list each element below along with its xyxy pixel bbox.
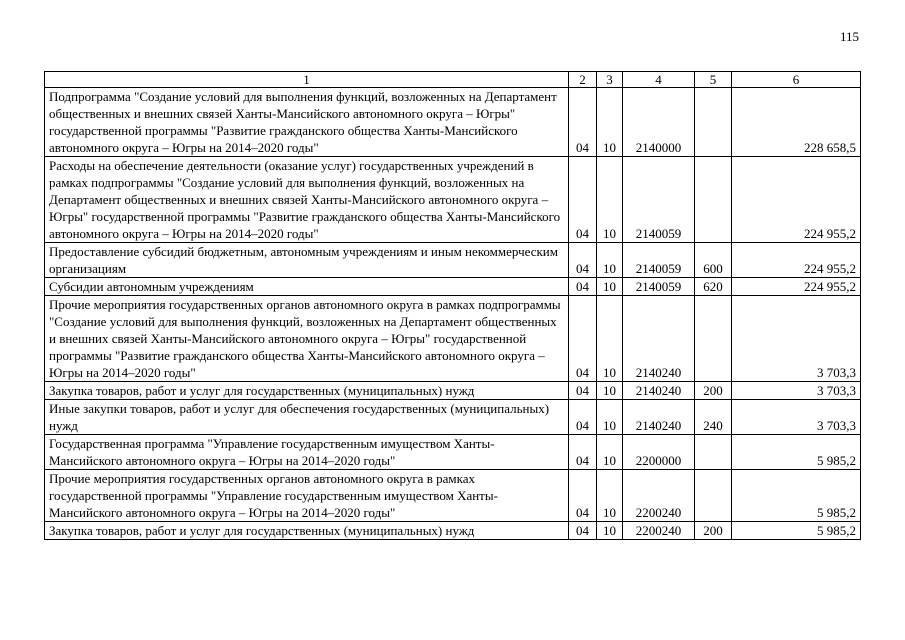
row-target-article: 2200240 (623, 522, 695, 540)
row-amount: 228 658,5 (732, 88, 861, 157)
row-target-article: 2140059 (623, 243, 695, 278)
col-header-subsection: 3 (597, 72, 623, 88)
row-amount: 5 985,2 (732, 470, 861, 522)
row-subsection: 10 (597, 522, 623, 540)
row-amount: 5 985,2 (732, 522, 861, 540)
row-amount: 3 703,3 (732, 400, 861, 435)
row-amount: 5 985,2 (732, 435, 861, 470)
row-name: Прочие мероприятия государственных органов автономного округа в рамках подпрограммы "Создание условий для выполнения функций, возложенных на Департамент общественных и внешних связей Ханты-Мансийского автономного округа – Югры" государственной программы "Развитие гражданского общества Ханты-Мансийского автономного округа – Югры на 2014–2020 годы" (45, 296, 569, 382)
row-amount: 3 703,3 (732, 296, 861, 382)
table-row (45, 470, 861, 522)
row-target-article: 2140059 (623, 278, 695, 296)
row-subsection: 10 (597, 157, 623, 243)
table-row (45, 400, 861, 435)
table-row (45, 88, 861, 157)
row-name: Расходы на обеспечение деятельности (оказание услуг) государственных учреждений в рамках подпрограммы "Создание условий для выполнения функций, возложенных на Департамент общественных и внешних связей Ханты-Мансийского автономного округа – Югры" государственной программы "Развитие гражданского общества Ханты-Мансийского автономного округа – Югры на 2014–2020 годы" (45, 157, 569, 243)
row-target-article: 2140059 (623, 157, 695, 243)
row-section: 04 (569, 88, 597, 157)
row-target-article: 2200240 (623, 470, 695, 522)
row-expense-type: 200 (695, 522, 732, 540)
row-name: Государственная программа "Управление государственным имуществом Ханты-Мансийского автономного округа – Югры на 2014–2020 годы" (45, 435, 569, 470)
row-target-article: 2140240 (623, 296, 695, 382)
row-subsection: 10 (597, 470, 623, 522)
row-section: 04 (569, 157, 597, 243)
row-section: 04 (569, 522, 597, 540)
table-row (45, 382, 861, 400)
row-subsection: 10 (597, 296, 623, 382)
table-row (45, 243, 861, 278)
budget-table (44, 71, 861, 540)
row-target-article: 2200000 (623, 435, 695, 470)
row-amount: 224 955,2 (732, 278, 861, 296)
row-section: 04 (569, 382, 597, 400)
row-target-article: 2140240 (623, 382, 695, 400)
col-header-expense-type: 5 (695, 72, 732, 88)
row-expense-type (695, 470, 732, 522)
col-header-section: 2 (569, 72, 597, 88)
row-section: 04 (569, 400, 597, 435)
row-subsection: 10 (597, 382, 623, 400)
row-expense-type (695, 88, 732, 157)
row-expense-type: 600 (695, 243, 732, 278)
page-number: 115 (839, 29, 859, 44)
table-row (45, 435, 861, 470)
row-amount: 3 703,3 (732, 382, 861, 400)
col-header-amount: 6 (732, 72, 861, 88)
row-subsection: 10 (597, 243, 623, 278)
row-name: Закупка товаров, работ и услуг для государственных (муниципальных) нужд (45, 382, 569, 400)
row-name: Закупка товаров, работ и услуг для государственных (муниципальных) нужд (45, 522, 569, 540)
col-header-target-article: 4 (623, 72, 695, 88)
row-expense-type: 240 (695, 400, 732, 435)
row-subsection: 10 (597, 435, 623, 470)
row-expense-type: 620 (695, 278, 732, 296)
row-expense-type (695, 435, 732, 470)
row-subsection: 10 (597, 88, 623, 157)
row-name: Подпрограмма "Создание условий для выполнения функций, возложенных на Департамент общественных и внешних связей Ханты-Мансийского автономного округа – Югры" государственной программы "Развитие гражданского общества Ханты-Мансийского автономного округа – Югры на 2014–2020 годы" (45, 88, 569, 157)
col-header-name: 1 (45, 72, 569, 88)
row-section: 04 (569, 470, 597, 522)
row-section: 04 (569, 435, 597, 470)
row-expense-type: 200 (695, 382, 732, 400)
row-expense-type (695, 157, 732, 243)
row-name: Предоставление субсидий бюджетным, автономным учреждениям и иным некоммерческим организациям (45, 243, 569, 278)
row-expense-type (695, 296, 732, 382)
row-name: Субсидии автономным учреждениям (45, 278, 569, 296)
row-name: Иные закупки товаров, работ и услуг для обеспечения государственных (муниципальных) нужд (45, 400, 569, 435)
row-target-article: 2140000 (623, 88, 695, 157)
row-subsection: 10 (597, 278, 623, 296)
row-name: Прочие мероприятия государственных органов автономного округа в рамках государственной программы "Управление государственным имуществом Ханты-Мансийского автономного округа – Югры на 2014–2020 годы" (45, 470, 569, 522)
row-target-article: 2140240 (623, 400, 695, 435)
table-row (45, 296, 861, 382)
row-section: 04 (569, 278, 597, 296)
row-subsection: 10 (597, 400, 623, 435)
table-row (45, 522, 861, 540)
table-row (45, 157, 861, 243)
row-amount: 224 955,2 (732, 243, 861, 278)
header-row (45, 72, 861, 88)
row-section: 04 (569, 243, 597, 278)
row-section: 04 (569, 296, 597, 382)
table-row (45, 278, 861, 296)
row-amount: 224 955,2 (732, 157, 861, 243)
